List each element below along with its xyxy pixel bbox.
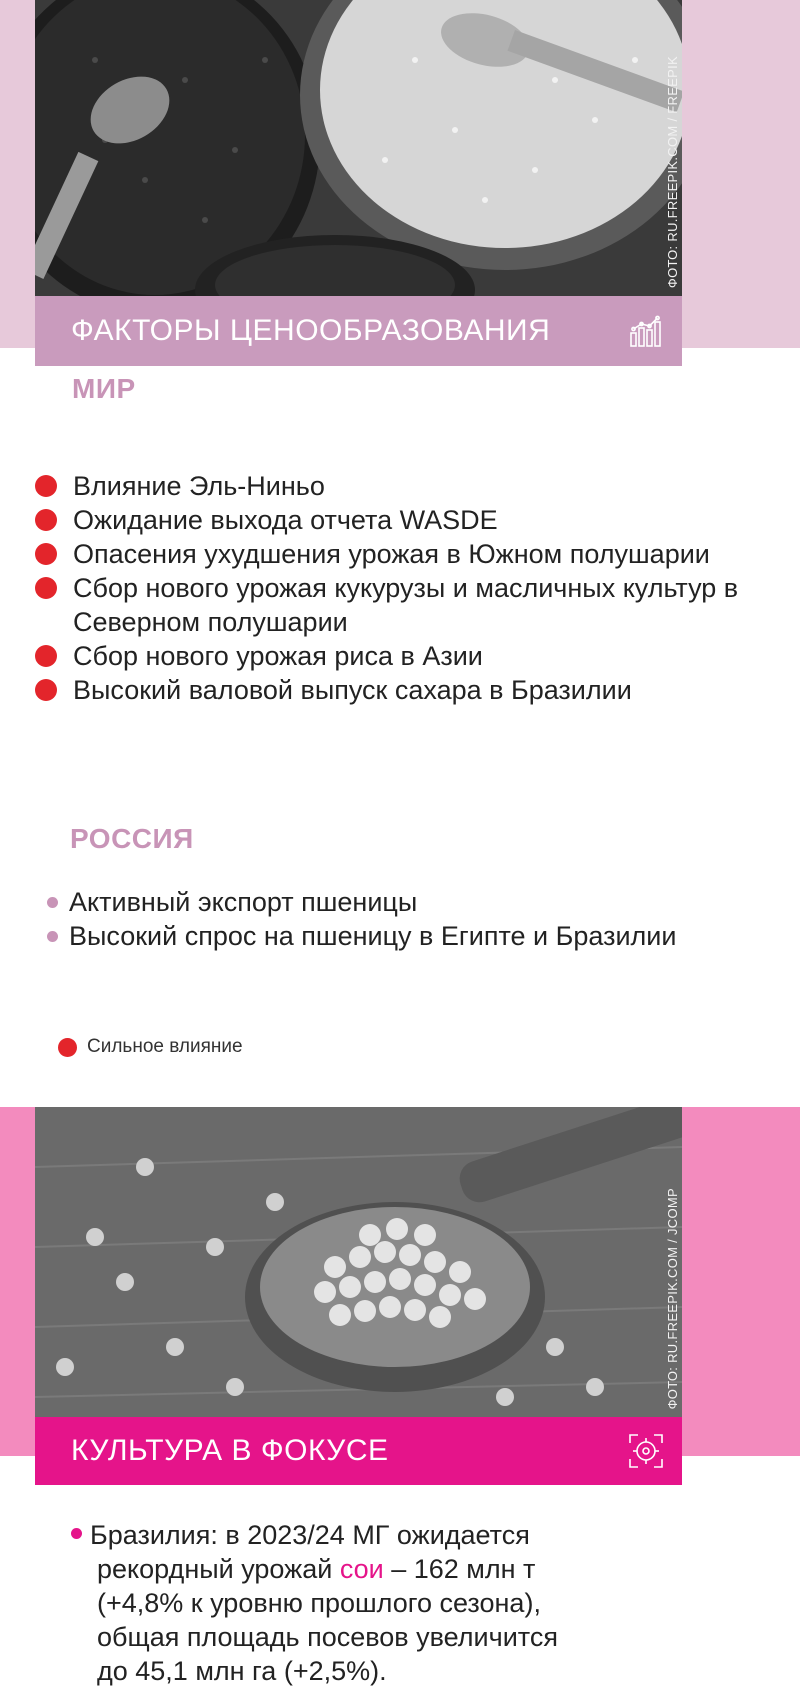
list-item: Высокий спрос на пшеницу в Египте и Бразилии — [45, 919, 685, 953]
list-item: Сбор нового урожая кукурузы и масличных культур в Северном полушарии — [35, 571, 755, 639]
list-item: Высокий валовой выпуск сахара в Бразилии — [35, 673, 755, 707]
focus-line-5: до 45,1 млн га (+2,5%). — [97, 1656, 387, 1686]
list-item: Активный экспорт пшеницы — [45, 885, 685, 919]
pricing-factors-banner — [35, 296, 682, 366]
legend-label: Сильное влияние — [87, 1036, 243, 1057]
focus-line-2: рекордный урожай — [97, 1554, 340, 1584]
soybean-photo — [35, 1107, 682, 1417]
crop-focus-title: КУЛЬТУРА В ФОКУСЕ — [71, 1434, 389, 1467]
focus-line-1: Бразилия: в 2023/24 МГ ожидается — [90, 1520, 530, 1550]
strong-impact-dot-icon — [58, 1038, 77, 1057]
bar-chart-icon — [628, 313, 664, 349]
list-item: Ожидание выхода отчета WASDE — [35, 503, 755, 537]
pricing-factors-title: ФАКТОРЫ ЦЕНООБРАЗОВАНИЯ — [71, 314, 551, 347]
russia-factors-list — [45, 885, 685, 953]
highlighted-crop: сои — [339, 1554, 384, 1584]
world-section-title: МИР — [72, 373, 136, 404]
list-item: Опасения ухудшения урожая в Южном полушарии — [35, 537, 755, 571]
bullet-dot-icon — [71, 1528, 82, 1539]
crop-focus-banner — [35, 1417, 682, 1485]
crop-focus-text — [71, 1518, 711, 1688]
focus-line-2b: – 162 млн т — [383, 1554, 536, 1584]
list-item: Влияние Эль-Ниньо — [35, 469, 755, 503]
focus-line-3: (+4,8% к уровню прошлого сезона), — [97, 1588, 541, 1618]
rice-photo — [35, 0, 682, 296]
photo-credit-top: ФОТО: RU.FREEPIK.COM / FREEPIK — [665, 55, 680, 288]
focus-line-4: общая площадь посевов увеличится — [97, 1622, 558, 1652]
russia-section-title: РОССИЯ — [70, 823, 194, 854]
target-icon — [628, 1433, 664, 1469]
list-item: Сбор нового урожая риса в Азии — [35, 639, 755, 673]
legend — [58, 1036, 243, 1058]
photo-credit-bottom: ФОТО: RU.FREEPIK.COM / JCOMP — [665, 1187, 680, 1409]
world-factors-list — [35, 469, 755, 707]
